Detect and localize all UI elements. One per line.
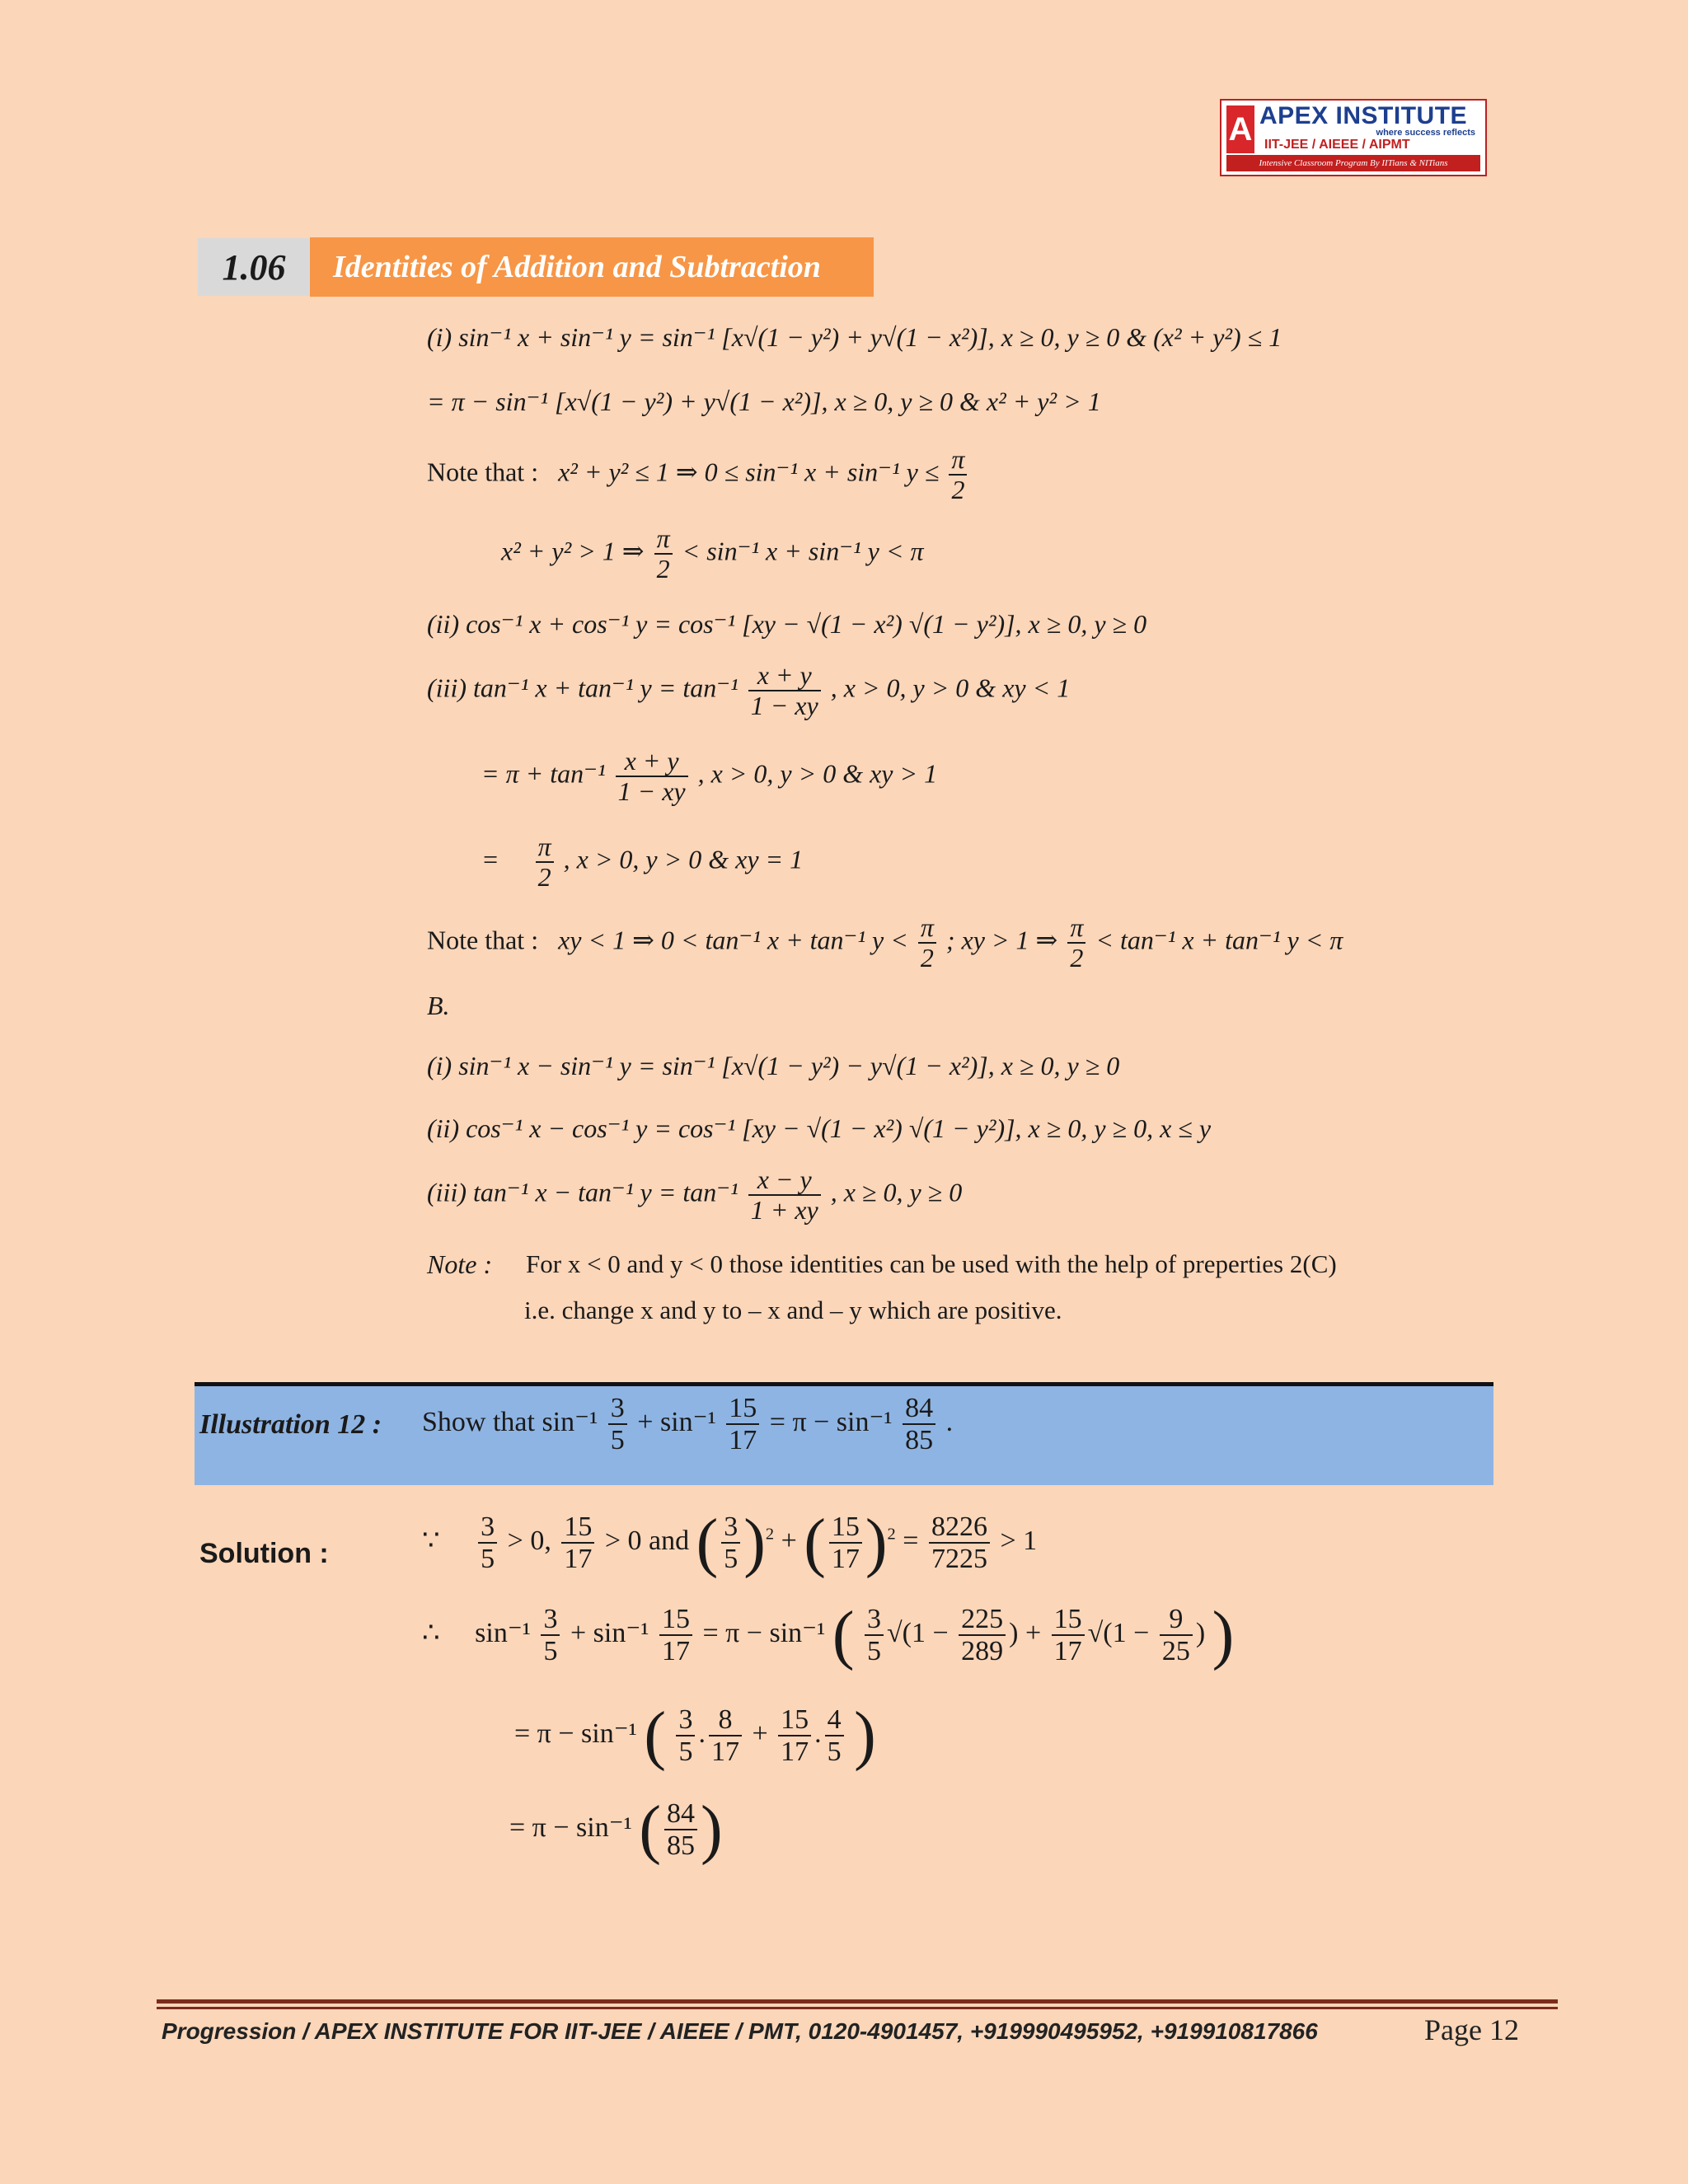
page-number: Page 12 <box>1424 2013 1519 2046</box>
logo-tagline: where success reflects <box>1376 128 1475 138</box>
logo-strip: Intensive Classroom Program By IITians & NITians <box>1226 155 1480 171</box>
fraction-pi-over-2: $\frac{\pi}{2}$ <box>949 445 967 504</box>
logo-letter: A <box>1226 105 1254 153</box>
note-sin <box>427 445 970 504</box>
solution-step-3: = π − sin⁻¹ ( $\frac{3}{5}$ . $\frac{8}{17}$ + $\frac{15}{17}$ . $\frac{4}{5}$ ) <box>514 1699 876 1772</box>
note-text-2: i.e. change x and y to – x and – y which are positive. <box>524 1296 1062 1324</box>
fraction-x-plus-y: $\frac{x + y}{1 - xy}$ <box>616 747 688 806</box>
footer-text: Progression / APEX INSTITUTE FOR IIT-JEE / AIEEE / PMT, 0120-4901457, +919990495952, +919910817866 <box>162 2018 1318 2044</box>
fraction-x-plus-y: $\frac{x + y}{1 - xy}$ <box>748 661 821 720</box>
solution-step-2: ∴ sin⁻¹ $\frac{3}{5}$ + sin⁻¹ $\frac{15}{17}$ = π − sin⁻¹ ( $\frac{3}{5}$ √(1 − $\frac{225}{289}$ ) + $\frac{15}{17}$ √(1 − $\frac{9}{25}$ ) ) <box>422 1599 1235 1671</box>
identity-cos-add: (ii) cos⁻¹ x + cos⁻¹ y = cos⁻¹ [xy − √(1 − x²) √(1 − y²)], x ≥ 0, y ≥ 0 <box>427 609 1147 639</box>
note-text: For x < 0 and y < 0 those identities can be used with the help of preperties 2(C) <box>526 1249 1337 1278</box>
identity-tan-sub: (iii) tan⁻¹ x − tan⁻¹ y = tan⁻¹ $\frac{x - y}{1 + xy}$ , x ≥ 0, y ≥ 0 <box>427 1165 963 1226</box>
note-label: Note that : <box>427 457 539 487</box>
logo-programs: IIT-JEE / AIEEE / AIPMT <box>1264 138 1410 152</box>
part-b-label: B. <box>427 991 450 1020</box>
section-title: Identities of Addition and Subtraction <box>310 237 874 297</box>
fraction-pi-over-2: $\frac{\pi}{2}$ <box>654 524 673 583</box>
note-tan: Note that : xy < 1 ⇒ 0 < tan⁻¹ x + tan⁻¹ y < $\frac{\pi}{2}$ ; xy > 1 ⇒ $\frac{\pi}{2}$ < tan⁻¹ x + tan⁻¹ y < π <box>427 912 1343 973</box>
section-number: 1.06 <box>198 238 310 296</box>
solution-step-1: ∵ $\frac{3}{5}$ > 0, $\frac{15}{17}$ > 0 and ( $\frac{3}{5}$ )$^2$ + ( $\frac{15}{17}$ )$^2$ = $\frac{8226}{7225}$ > 1 <box>422 1507 1038 1579</box>
fraction-pi-over-2: $\frac{\pi}{2}$ <box>1067 913 1085 972</box>
fraction-84-over-85: $\frac{84}{85}$ <box>903 1393 935 1456</box>
identity-tan-add: (iii) tan⁻¹ x + tan⁻¹ y = tan⁻¹ $\frac{x + y}{1 - xy}$ , x > 0, y > 0 & xy < 1 <box>427 660 1071 721</box>
illustration-label: Illustration 12 : <box>199 1409 382 1440</box>
apex-institute-logo <box>1220 99 1487 176</box>
fraction-15-over-17: $\frac{15}{17}$ <box>726 1393 759 1456</box>
fraction-x-minus-y: $\frac{x - y}{1 + xy}$ <box>748 1165 821 1225</box>
fraction-3-over-5: $\frac{3}{5}$ <box>608 1393 627 1456</box>
note-label: Note : <box>427 1249 493 1279</box>
logo-name: APEX INSTITUTE <box>1259 102 1468 129</box>
identity-sin-add-2: = π − sin⁻¹ [x√(1 − y²) + y√(1 − x²)], x ≥ 0, y ≥ 0 & x² + y² > 1 <box>427 387 1101 416</box>
illustration-statement: Show that sin⁻¹ $\frac{3}{5}$ + sin⁻¹ $\frac{15}{17}$ = π − sin⁻¹ $\frac{84}{85}$ . <box>422 1393 954 1456</box>
fraction-pi-over-2: $\frac{\pi}{2}$ <box>536 832 554 892</box>
fraction-pi-over-2: $\frac{\pi}{2}$ <box>918 913 936 972</box>
identity-cos-sub: (ii) cos⁻¹ x − cos⁻¹ y = cos⁻¹ [xy − √(1 − x²) √(1 − y²)], x ≥ 0, y ≥ 0, x ≤ y <box>427 1113 1212 1143</box>
identity-sin-sub: (i) sin⁻¹ x − sin⁻¹ y = sin⁻¹ [x√(1 − y²) − y√(1 − x²)], x ≥ 0, y ≥ 0 <box>427 1051 1120 1080</box>
note-sin-2: x² + y² > 1 ⇒ $\frac{\pi}{2}$ < sin⁻¹ x + sin⁻¹ y < π <box>501 523 924 584</box>
solution-label: Solution : <box>199 1538 329 1569</box>
footer-rule-thin <box>157 2007 1558 2009</box>
solution-step-4: = π − sin⁻¹ ( $\frac{84}{85}$ ) <box>509 1793 723 1866</box>
footer-rule <box>157 1999 1558 2004</box>
identity-sin-add: (i) sin⁻¹ x + sin⁻¹ y = sin⁻¹ [x√(1 − y²) + y√(1 − x²)], x ≥ 0, y ≥ 0 & (x² + y²) ≤ 1 <box>427 322 1282 352</box>
note-sin-expr: x² + y² ≤ 1 ⇒ 0 ≤ sin⁻¹ x + sin⁻¹ y ≤ <box>558 457 940 487</box>
identity-tan-add-2: = π + tan⁻¹ $\frac{x + y}{1 - xy}$ , x > 0, y > 0 & xy > 1 <box>481 746 938 807</box>
identity-tan-add-3: = $\frac{\pi}{2}$ , x > 0, y > 0 & xy = 1 <box>481 832 804 893</box>
